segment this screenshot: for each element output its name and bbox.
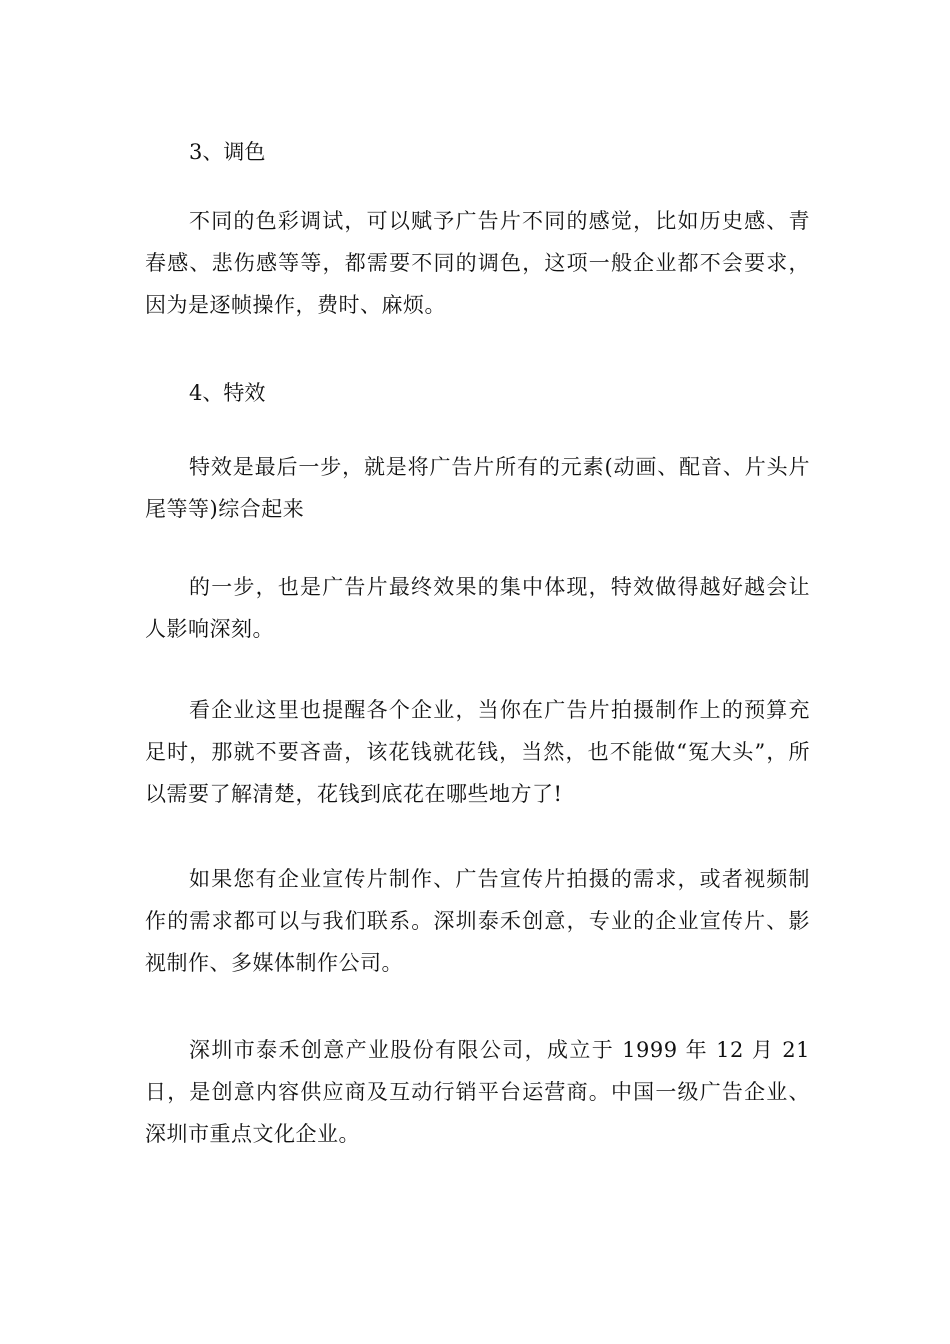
company-paragraph: 深圳市泰禾创意产业股份有限公司，成立于 1999 年 12 月 21 日，是创意内容供应商及互动行销平台运营商。中国一级广告企业、深圳市重点文化企业。 <box>145 1038 810 1146</box>
section-3-heading: 3、调色 <box>189 140 266 164</box>
section-3-paragraph: 不同的色彩调试，可以赋予广告片不同的感觉，比如历史感、青春感、悲伤感等等，都需要不同的调色，这项一般企业都不会要求，因为是逐帧操作，费时、麻烦。 <box>145 209 810 317</box>
section-4-paragraph-2: 的一步，也是广告片最终效果的集中体现，特效做得越好越会让人影响深刻。 <box>145 575 810 641</box>
section-4-heading: 4、特效 <box>189 381 266 405</box>
contact-paragraph: 如果您有企业宣传片制作、广告宣传片拍摄的需求，或者视频制作的需求都可以与我们联系。深圳泰禾创意，专业的企业宣传片、影视制作、多媒体制作公司。 <box>145 867 810 975</box>
advice-paragraph: 看企业这里也提醒各个企业，当你在广告片拍摄制作上的预算充足时，那就不要吝啬，该花钱就花钱，当然，也不能做“冤大头”，所以需要了解清楚，花钱到底花在哪些地方了! <box>145 698 810 806</box>
section-4-paragraph-1: 特效是最后一步，就是将广告片所有的元素(动画、配音、片头片尾等等)综合起来 <box>145 455 810 521</box>
